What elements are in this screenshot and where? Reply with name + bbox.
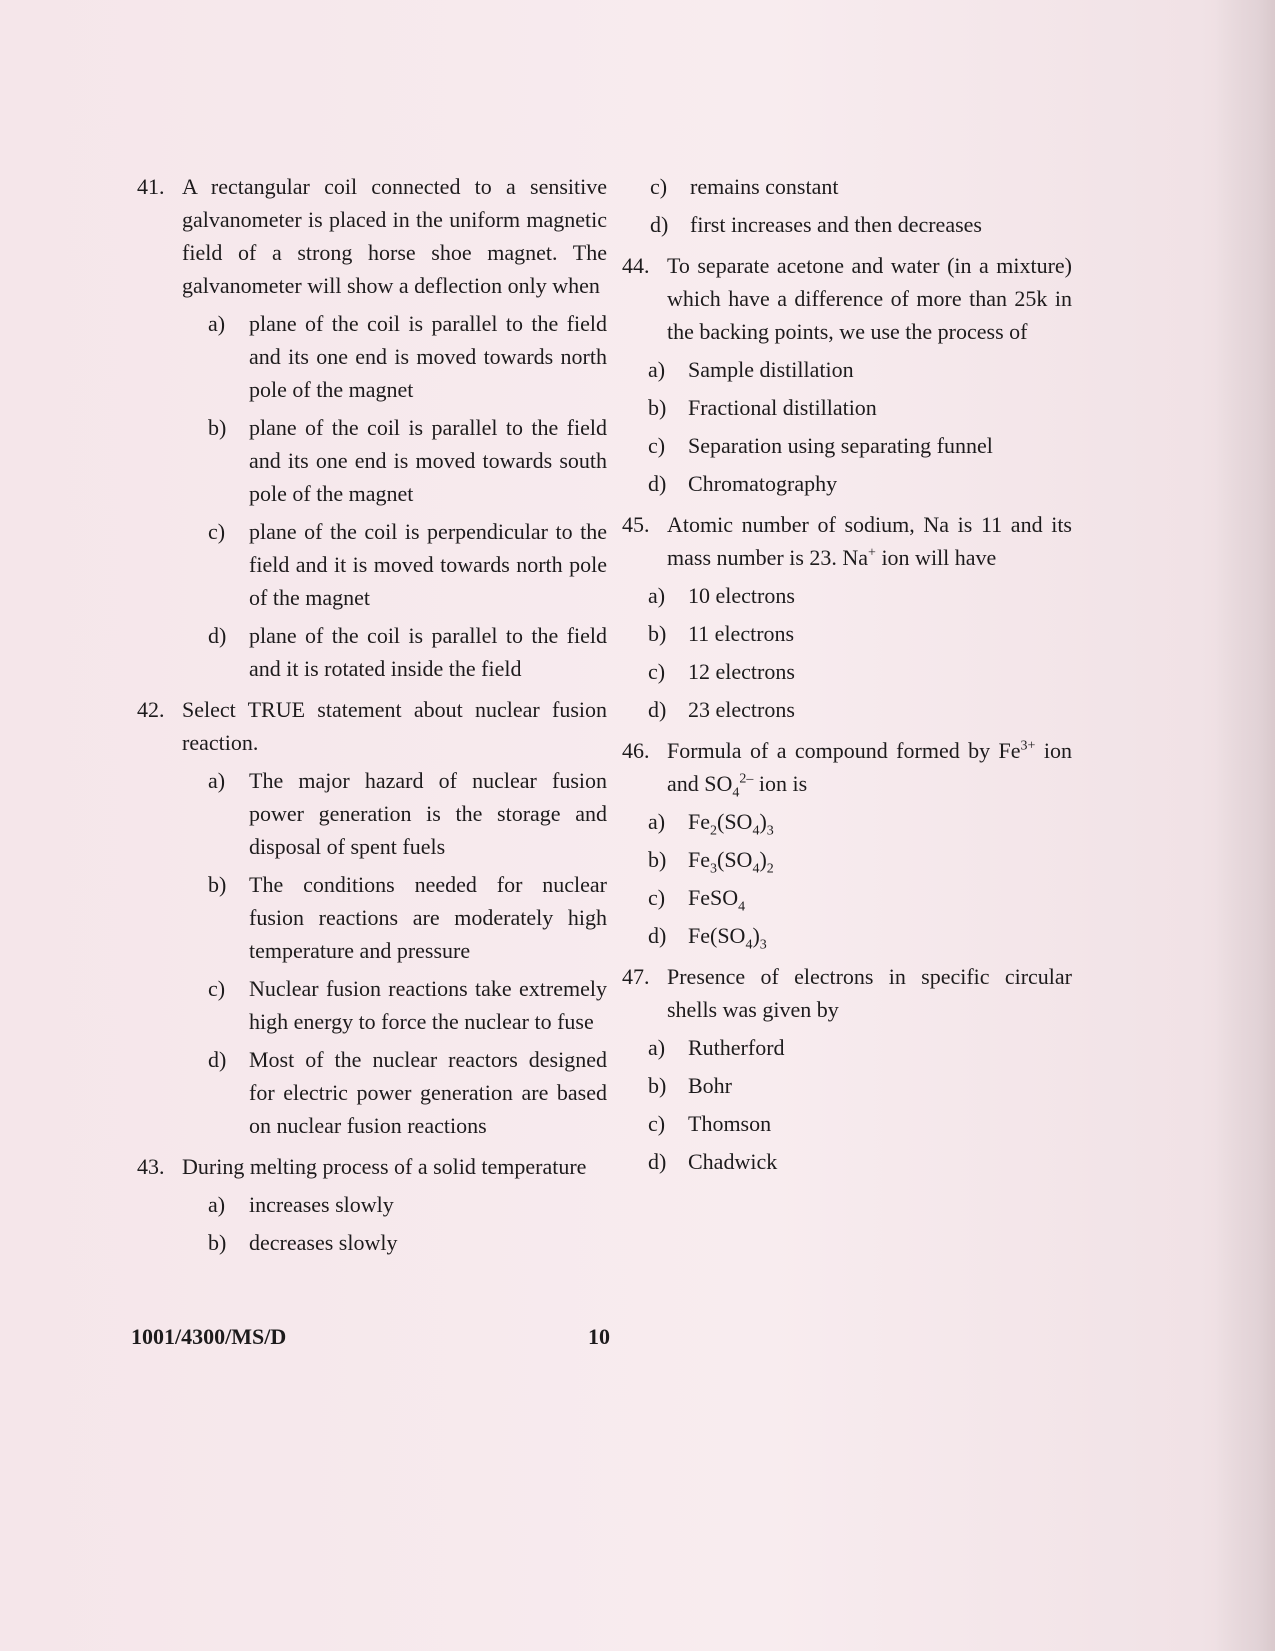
option-label: a) (648, 1035, 666, 1060)
option-c[interactable] (182, 515, 607, 614)
option-label: d) (648, 1149, 667, 1174)
option-label: b) (648, 621, 667, 646)
subscript: 4 (752, 823, 760, 839)
option-label: b) (208, 415, 227, 440)
option-text: 10 electrons (688, 583, 795, 608)
option-b[interactable] (622, 617, 1072, 650)
subscript: 2 (710, 823, 717, 839)
option-c[interactable] (182, 972, 607, 1038)
question-text: Select TRUE statement about nuclear fusion reaction. (182, 697, 607, 755)
question-number: 46. (622, 738, 650, 763)
option-text: Thomson (688, 1111, 772, 1136)
question-number: 42. (137, 697, 165, 722)
subscript: 4 (732, 785, 740, 801)
option-d[interactable] (622, 467, 1072, 500)
question-number: 45. (622, 512, 650, 537)
question-text: A rectangular coil connected to a sensitive galvanometer is placed in the uniform magnetic field of a strong horse shoe magnet. The galvanometer will show a deflection only when (182, 174, 607, 298)
question-text: To separate acetone and water (in a mixture) which have a difference of more than 25k in the backing points, we use the process of (667, 253, 1072, 344)
option-a[interactable] (182, 1188, 607, 1221)
formula-part: Fe (688, 809, 710, 834)
right-column (622, 170, 1072, 1186)
options-list (648, 579, 1072, 726)
option-text: plane of the coil is parallel to the field and its one end is moved towards south pole of the magnet (249, 415, 607, 506)
option-label: a) (208, 311, 226, 336)
option-c[interactable] (622, 655, 1072, 688)
option-label: c) (208, 976, 226, 1001)
question-43 (137, 1150, 607, 1259)
option-b[interactable] (182, 868, 607, 967)
option-text: Chromatography (688, 471, 838, 496)
options-list (182, 764, 607, 1142)
subscript: 3 (759, 937, 767, 953)
subscript: 3 (766, 823, 774, 839)
formula-part: ) (752, 923, 760, 948)
option-text: 12 electrons (688, 659, 795, 684)
option-text: Rutherford (688, 1035, 785, 1060)
option-text: decreases slowly (249, 1230, 398, 1255)
option-text: increases slowly (249, 1192, 394, 1217)
option-text: Nuclear fusion reactions take extremely high energy to force the nuclear to fuse (249, 976, 607, 1034)
option-d[interactable] (622, 693, 1072, 726)
option-label: c) (648, 659, 666, 684)
option-text: The conditions needed for nuclear fusion reactions are moderately high temperature and pressure (249, 872, 607, 963)
formula-part: (SO (717, 847, 753, 872)
options-list (182, 307, 607, 685)
text-part: ion is (753, 771, 808, 796)
option-text: Fractional distillation (688, 395, 877, 420)
option-label: d) (208, 1047, 227, 1072)
option-label: a) (648, 583, 666, 608)
superscript: 2– (739, 771, 754, 787)
question-46 (622, 734, 1072, 952)
text-part: ion will have (875, 545, 997, 570)
option-label: d) (650, 212, 669, 237)
options-list (182, 1188, 607, 1259)
option-b[interactable] (182, 1226, 607, 1259)
option-d[interactable] (622, 208, 1072, 241)
question-42 (137, 693, 607, 1142)
paper-code: 1001/4300/MS/D (131, 1324, 287, 1349)
option-text: plane of the coil is parallel to the field and it is rotated inside the field (249, 623, 607, 681)
option-a[interactable] (182, 764, 607, 863)
page-edge-shadow (1215, 0, 1275, 1651)
question-45 (622, 508, 1072, 726)
option-b[interactable] (622, 1069, 1072, 1102)
question-43-continued (622, 170, 1072, 241)
option-d[interactable] (182, 619, 607, 685)
formula (688, 885, 746, 915)
option-label: b) (208, 872, 227, 897)
options-list (648, 805, 1072, 953)
subscript: 3 (710, 861, 717, 877)
option-label: b) (208, 1230, 227, 1255)
option-label: d) (648, 697, 667, 722)
formula-part: ) (759, 847, 767, 872)
subscript: 4 (752, 861, 760, 877)
subscript: 4 (738, 899, 746, 915)
option-label: a) (648, 357, 666, 382)
subscript: 2 (766, 861, 774, 877)
option-label: b) (648, 1073, 667, 1098)
superscript: 3+ (1020, 738, 1036, 754)
question-text: Presence of electrons in specific circular shells was given by (667, 964, 1072, 1022)
option-text: Sample distillation (688, 357, 854, 382)
option-text: 11 electrons (688, 621, 795, 646)
text-part: Atomic number of sodium, Na is 11 and its mass number is 23. Na (667, 512, 1072, 570)
option-d[interactable] (622, 919, 1072, 952)
question-text: During melting process of a solid temperature (182, 1154, 587, 1179)
option-b[interactable] (182, 411, 607, 510)
formula-part: ) (759, 809, 767, 834)
question-text (667, 508, 1072, 574)
option-text: remains constant (690, 174, 839, 199)
option-label: a) (208, 768, 226, 793)
option-label: d) (208, 623, 227, 648)
option-label: b) (648, 847, 667, 872)
option-text: plane of the coil is perpendicular to the field and it is moved towards north pole of the magnet (249, 519, 607, 610)
option-a[interactable] (622, 579, 1072, 612)
option-label: c) (648, 885, 666, 910)
option-text: Bohr (688, 1073, 732, 1098)
formula-part: (SO (717, 809, 753, 834)
question-number: 43. (137, 1154, 165, 1179)
question-41 (137, 170, 607, 685)
options-list (622, 170, 1072, 241)
option-c[interactable] (622, 170, 1072, 203)
option-a[interactable] (622, 353, 1072, 386)
option-d[interactable] (182, 1043, 607, 1142)
formula-part: FeSO (688, 885, 739, 910)
question-number: 41. (137, 174, 165, 199)
option-a[interactable] (622, 1031, 1072, 1064)
option-c[interactable] (622, 1107, 1072, 1140)
option-d[interactable] (622, 1145, 1072, 1178)
option-label: c) (650, 174, 668, 199)
option-text: Separation using separating funnel (688, 433, 993, 458)
option-b[interactable] (622, 843, 1072, 876)
option-label: c) (208, 519, 226, 544)
formula (688, 847, 774, 877)
option-text: first increases and then decreases (690, 212, 982, 237)
option-c[interactable] (622, 881, 1072, 914)
formula (688, 809, 774, 839)
question-47 (622, 960, 1072, 1178)
question-text (667, 734, 1072, 800)
option-text: The major hazard of nuclear fusion power generation is the storage and disposal of spent fuels (249, 768, 607, 859)
option-label: d) (648, 471, 667, 496)
superscript: + (868, 545, 876, 561)
option-label: a) (648, 809, 666, 834)
left-column (137, 170, 607, 1267)
formula-part: Fe(SO (688, 923, 746, 948)
subscript: 4 (745, 937, 753, 953)
option-text: plane of the coil is parallel to the field and its one end is moved towards north pole of the magnet (249, 311, 607, 402)
option-c[interactable] (622, 429, 1072, 462)
formula (688, 923, 767, 953)
option-label: a) (208, 1192, 226, 1217)
option-b[interactable] (622, 391, 1072, 424)
option-text: 23 electrons (688, 697, 795, 722)
page-number: 10 (588, 1324, 610, 1349)
options-list (648, 353, 1072, 500)
formula-part: Fe (688, 847, 710, 872)
text-part: ion and SO (667, 738, 1072, 796)
option-a[interactable] (622, 805, 1072, 838)
option-label: b) (648, 395, 667, 420)
question-number: 47. (622, 964, 650, 989)
option-text: Most of the nuclear reactors designed for electric power generation are based on nuclear fusion reactions (249, 1047, 607, 1138)
option-text: Chadwick (688, 1149, 778, 1174)
option-a[interactable] (182, 307, 607, 406)
text-part: Formula of a compound formed by Fe (667, 738, 1021, 763)
option-label: c) (648, 1111, 666, 1136)
option-label: d) (648, 923, 667, 948)
question-44 (622, 249, 1072, 500)
question-number: 44. (622, 253, 650, 278)
options-list (648, 1031, 1072, 1178)
option-label: c) (648, 433, 666, 458)
